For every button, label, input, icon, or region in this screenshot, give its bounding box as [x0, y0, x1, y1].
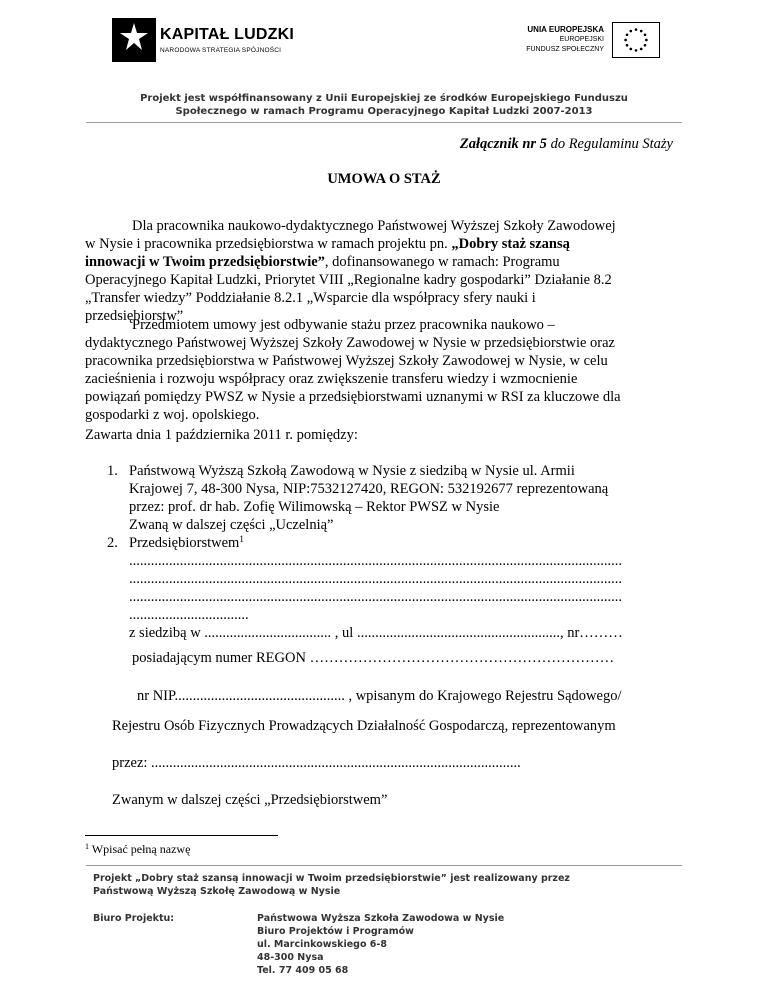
header-divider — [86, 122, 682, 123]
party2-address-line[interactable]: z siedzibą w ................................... , ul ........................................................, nr……… — [129, 625, 623, 641]
footer-phone: Tel. 77 409 05 68 — [257, 965, 349, 976]
para1-line2 — [85, 235, 570, 253]
page-title: UMOWA O STAŻ — [327, 171, 441, 187]
list-item — [107, 534, 677, 642]
footnote-divider — [85, 835, 278, 836]
para1-line2a: w Nysie i pracownika przedsiębiorstwa w ramach projektu pn. — [85, 236, 452, 252]
para2-line1: Przedmiotem umowy jest odbywanie stażu przez pracownika naukowo – — [132, 317, 555, 333]
party2-label-line — [129, 534, 677, 552]
para2-line3: pracownika przedsiębiorstwa w Państwowej Wyższej Szkoły Zawodowej w Nysie, w celu — [85, 353, 608, 369]
kapital-ludzki-emblem-icon — [112, 18, 156, 62]
attachment-rest: do Regulaminu Staży — [546, 136, 673, 152]
attachment-number: Załącznik nr 5 — [459, 136, 547, 152]
concluded-line: Zawarta dnia 1 października 2011 r. pomiędzy: — [85, 427, 358, 443]
kapital-ludzki-title: KAPITAŁ LUDZKI — [160, 26, 295, 43]
para1-line2b: „Dobry staż szansą — [451, 236, 570, 252]
footer-project — [93, 872, 570, 898]
party1-line4: Zwaną w dalszej części „Uczelnią” — [129, 517, 334, 533]
para1-line5: „Transfer wiedzy” Poddziałanie 8.2.1 „Wsparcie dla współpracy sfery nauki i — [85, 290, 536, 306]
party2-label: Przedsiębiorstwem — [129, 535, 240, 551]
party1-line3: przez: prof. dr hab. Zofię Wilimowską – Rektor PWSZ w Nysie — [129, 499, 500, 515]
eu-logo-line2: EUROPEJSKI — [559, 36, 604, 43]
footer-divider — [86, 865, 682, 866]
party1-number: 1. — [107, 463, 118, 479]
nip-line[interactable]: nr NIP............................................... , wpisanym do Krajowego Rejestru Sądowego/ — [137, 688, 622, 704]
para1-line4: Operacyjnego Kapitał Ludzki, Priorytet VIII „Regionalne kadry gospodarki” Działanie 8.2 — [85, 272, 612, 288]
para2-line4: zacieśnienia i rozwoju współpracy oraz zwiększenie transferu wiedzy i wzmocnienie — [85, 371, 578, 387]
party2-name-field-3[interactable]: ........................................................................................................................................ — [129, 589, 622, 605]
cofinancing-line1: Projekt jest współfinansowany z Unii Europejskiej ze środków Europejskiego Funduszu — [140, 93, 628, 104]
cofinancing-statement — [100, 92, 668, 118]
footer-project-line2: Państwową Wyższą Szkołę Zawodową w Nysie — [93, 886, 341, 897]
para2-line6: gospodarki z woj. opolskiego. — [85, 407, 260, 423]
footnote-ref: 1 — [239, 534, 244, 544]
footer-address-line2: Biuro Projektów i Programów — [257, 926, 414, 937]
registry-line: Rejestru Osób Fizycznych Prowadzących Działalność Gospodarczą, reprezentowanym — [112, 718, 616, 734]
para1-line3a: innowacji w Twoim przedsiębiorstwie” — [85, 254, 325, 270]
cofinancing-line2: Społecznego w ramach Programu Operacyjnego Kapitał Ludzki 2007-2013 — [175, 106, 593, 117]
para2-line5: powiązań pomiędzy PWSZ w Nysie a przedsiębiorstwami uznanymi w RSI za kluczowe dla — [85, 389, 621, 405]
kapital-ludzki-logo — [112, 18, 295, 64]
attachment-label — [460, 136, 673, 153]
party1-line1: Państwową Wyższą Szkołą Zawodową w Nysie z siedzibą w Nysie ul. Armii — [129, 463, 575, 479]
footer-address-line3: ul. Marcinkowskiego 6-8 — [257, 939, 387, 950]
para1-line6: przedsiębiorstw” — [85, 308, 184, 324]
regon-line[interactable]: posiadającym numer REGON ……………………………………………………… — [132, 650, 615, 666]
eu-flag-icon — [612, 22, 660, 58]
footer-address-line1: Państwowa Wyższa Szkoła Zawodowa w Nysie — [257, 913, 505, 924]
para1-line3b: , dofinansowanego w ramach: Programu — [324, 254, 560, 270]
kapital-ludzki-subtitle: NARODOWA STRATEGIA SPÓJNOŚCI — [160, 47, 282, 54]
footer-address-line4: 48-300 Nysa — [257, 952, 324, 963]
footnote — [85, 842, 190, 857]
footer-address — [257, 912, 504, 977]
list-item — [107, 462, 677, 534]
footer-office-label: Biuro Projektu: — [93, 913, 175, 924]
para2-line2: dydaktycznego Państwowej Wyższej Szkoły Zawodowej w Nysie w przedsiębiorstwie oraz — [85, 335, 615, 351]
called-line: Zwanym w dalszej części „Przedsiębiorstwem” — [112, 792, 388, 808]
party2-name-field-1[interactable]: ........................................................................................................................................ — [129, 553, 622, 569]
representative-line[interactable]: przez: ...................................................................................................... — [112, 755, 521, 771]
parties-list — [107, 462, 677, 642]
footnote-text: Wpisać pełną nazwę — [89, 842, 191, 856]
eu-logo-line3: FUNDUSZ SPOŁECZNY — [526, 46, 604, 53]
eu-logo — [520, 22, 660, 64]
party2-name-field-2[interactable]: ........................................................................................................................................ — [129, 571, 622, 587]
party1-line2: Krajowej 7, 48-300 Nysa, NIP:7532127420, REGON: 532192677 reprezentowaną — [129, 481, 609, 497]
para1-line3 — [85, 253, 560, 271]
para1-line1: Dla pracownika naukowo-dydaktycznego Państwowej Wyższej Szkoły Zawodowej — [132, 218, 616, 234]
eu-logo-text — [526, 24, 604, 55]
eu-logo-line1: UNIA EUROPEJSKA — [527, 25, 604, 34]
footer-project-line1: Projekt „Dobry staż szansą innowacji w Twoim przedsiębiorstwie” jest realizowany przez — [93, 873, 570, 884]
footnote-number: 1 — [85, 842, 89, 851]
party2-name-field-4[interactable]: ................................. — [129, 607, 249, 623]
party2-number: 2. — [107, 535, 118, 551]
